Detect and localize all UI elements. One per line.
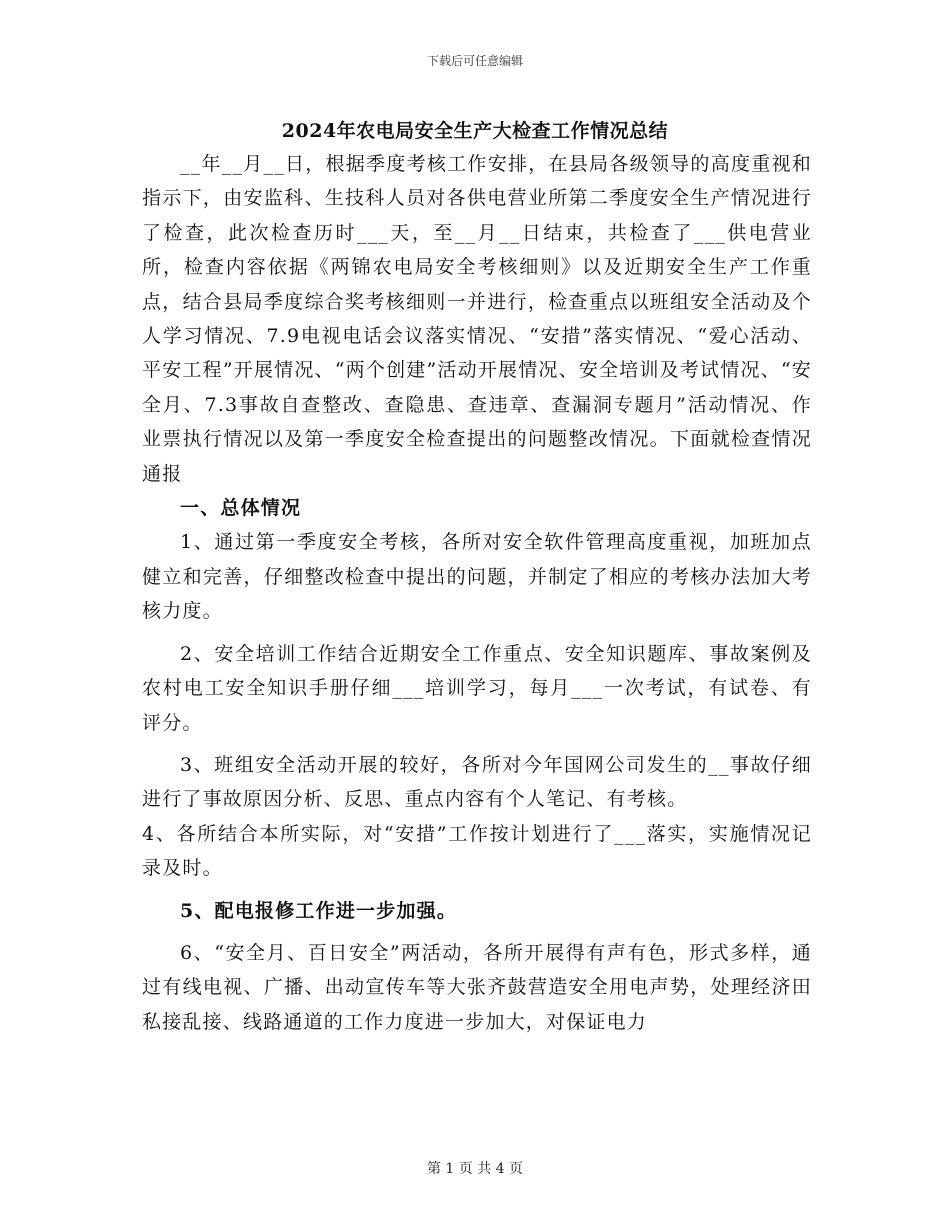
list-item-1: 1、通过第一季度安全考核，各所对安全软件管理高度重视，加班加点健立和完善，仔细整改检查中提出的问题，并制定了相应的考核办法加大考核力度。 — [142, 531, 812, 623]
list-item-6: 6、“安全月、百日安全”两活动，各所开展得有声有色，形式多样，通过有线电视、广播、出动宣传车等大张齐鼓营造安全用电声势，处理经济田私接乱接、线路通道的工作力度进一步加大，对保证电力 — [142, 941, 812, 1033]
list-item-4: 4、各所结合本所实际，对“安措”工作按计划进行了___落实，实施情况记录及时。 — [142, 822, 812, 880]
intro-paragraph: __年__月__日，根据季度考核工作安排，在县局各级领导的高度重视和指示下，由安监科、生技科人员对各供电营业所第二季度安全生产情况进行了检查，此次检查历时___天，至__月__日结束，共检查了___供电营业所，检查内容依据《两锦农电局安全考核细则》以及近期安全生产工作重点，结合县局季度综合奖考核细则一并进行，检查重点以班组安全活动及个人学习情况、7.9电视电话会议落实情况、“安措”落实情况、“爱心活动、平安工程”开展情况、“两个创建”活动开展情况、安全培训及考试情况、“安全月、7.3事故自查整改、查隐患、查违章、查漏洞专题月”活动情况、作业票执行情况以及第一季度安全检查提出的问题整改情况。下面就检查情况通报 — [142, 153, 812, 485]
list-item-3: 3、班组安全活动开展的较好，各所对今年国网公司发生的__事故仔细进行了事故原因分析、反思、重点内容有个人笔记、有考核。 — [142, 753, 812, 811]
document-title: 2024年农电局安全生产大检查工作情况总结 — [281, 120, 669, 142]
document-body — [142, 147, 812, 1039]
list-item-5: 5、配电报修工作进一步加强。 — [180, 899, 458, 922]
list-item-2: 2、安全培训工作结合近期安全工作重点、安全知识题库、事故案例及农村电工安全知识手册仔细___培训学习，每月___一次考试，有试卷、有评分。 — [142, 642, 812, 734]
section-heading-overall: 一、总体情况 — [180, 497, 302, 520]
header-note: 下载后可任意编辑 — [426, 54, 523, 68]
page-footer: 第 1 页 共 4 页 — [426, 1161, 524, 1177]
